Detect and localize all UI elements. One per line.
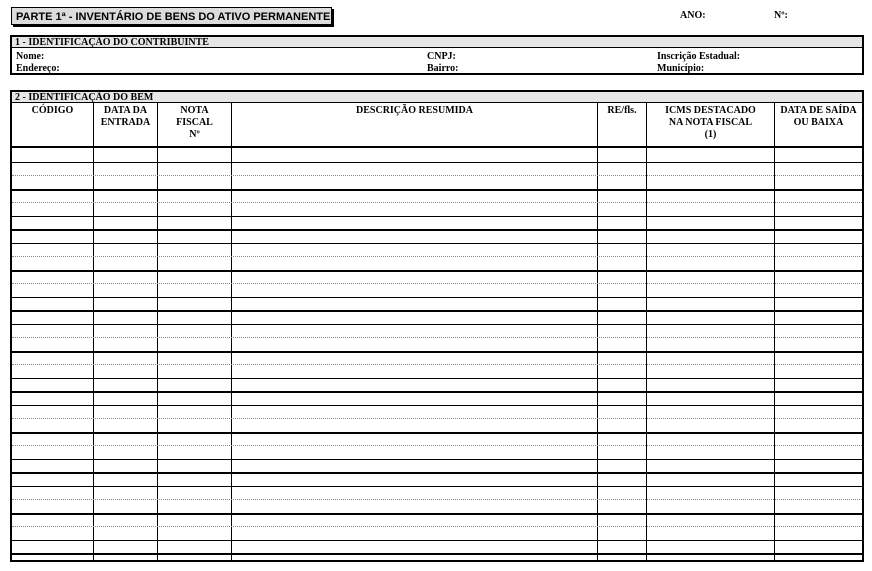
table-row-line [12, 175, 862, 176]
ano-label: ANO: [680, 10, 706, 21]
col-icms: ICMS DESTACADO NA NOTA FISCAL (1) [665, 105, 756, 140]
endereco-field: Endereço: [16, 63, 60, 74]
table-row-line [12, 216, 862, 217]
table-body [12, 148, 862, 560]
table-row-line [12, 162, 862, 163]
nome-field: Nome: [16, 51, 45, 62]
table-row-line [12, 229, 862, 231]
table-row-line [12, 256, 862, 257]
table-row-line [12, 526, 862, 527]
section-contribuinte [10, 35, 864, 75]
table-row-line [12, 540, 862, 541]
numero-label: Nº: [774, 10, 788, 21]
table-row-line [12, 391, 862, 393]
table-row-line [12, 310, 862, 312]
section1-title: 1 - IDENTIFICAÇÃO DO CONTRIBUINTE [12, 37, 862, 48]
inscricao-field: Inscrição Estadual: [657, 51, 741, 62]
table-row-line [12, 297, 862, 298]
table-row-line [12, 243, 862, 244]
col-data-saida: DATA DE SAÍDA OU BAIXA [780, 105, 857, 128]
table-row-line [12, 324, 862, 325]
bem-table [12, 103, 862, 560]
table-row-line [12, 513, 862, 515]
municipio-field: Município: [657, 63, 705, 74]
section-bem [10, 90, 864, 562]
table-row-line [12, 445, 862, 446]
col-nota-fiscal: NOTA FISCAL Nº [176, 105, 213, 140]
table-row-line [12, 202, 862, 203]
table-row-line [12, 486, 862, 487]
table-row-line [12, 405, 862, 406]
table-row-line [12, 459, 862, 460]
table-row-line [12, 432, 862, 434]
table-row-line [12, 351, 862, 353]
table-row-line [12, 499, 862, 500]
col-descricao: DESCRIÇÃO RESUMIDA [356, 105, 473, 116]
col-data-entrada: DATA DA ENTRADA [100, 105, 151, 128]
table-row-line [12, 189, 862, 191]
table-row-line [12, 553, 862, 555]
table-row-line [12, 378, 862, 379]
table-row-line [12, 337, 862, 338]
table-row-line [12, 472, 862, 474]
form-title: PARTE 1ª - INVENTÁRIO DE BENS DO ATIVO PERMANENTE [11, 7, 332, 25]
bairro-field: Bairro: [427, 63, 459, 74]
table-header [12, 103, 862, 148]
section2-title: 2 - IDENTIFICAÇÃO DO BEM [12, 92, 862, 103]
col-codigo: CÓDIGO [31, 105, 74, 116]
table-row-line [12, 364, 862, 365]
table-row-line [12, 418, 862, 419]
col-re-fls: RE/fls. [607, 105, 637, 116]
table-row-line [12, 283, 862, 284]
cnpj-field: CNPJ: [427, 51, 456, 62]
table-row-line [12, 270, 862, 272]
